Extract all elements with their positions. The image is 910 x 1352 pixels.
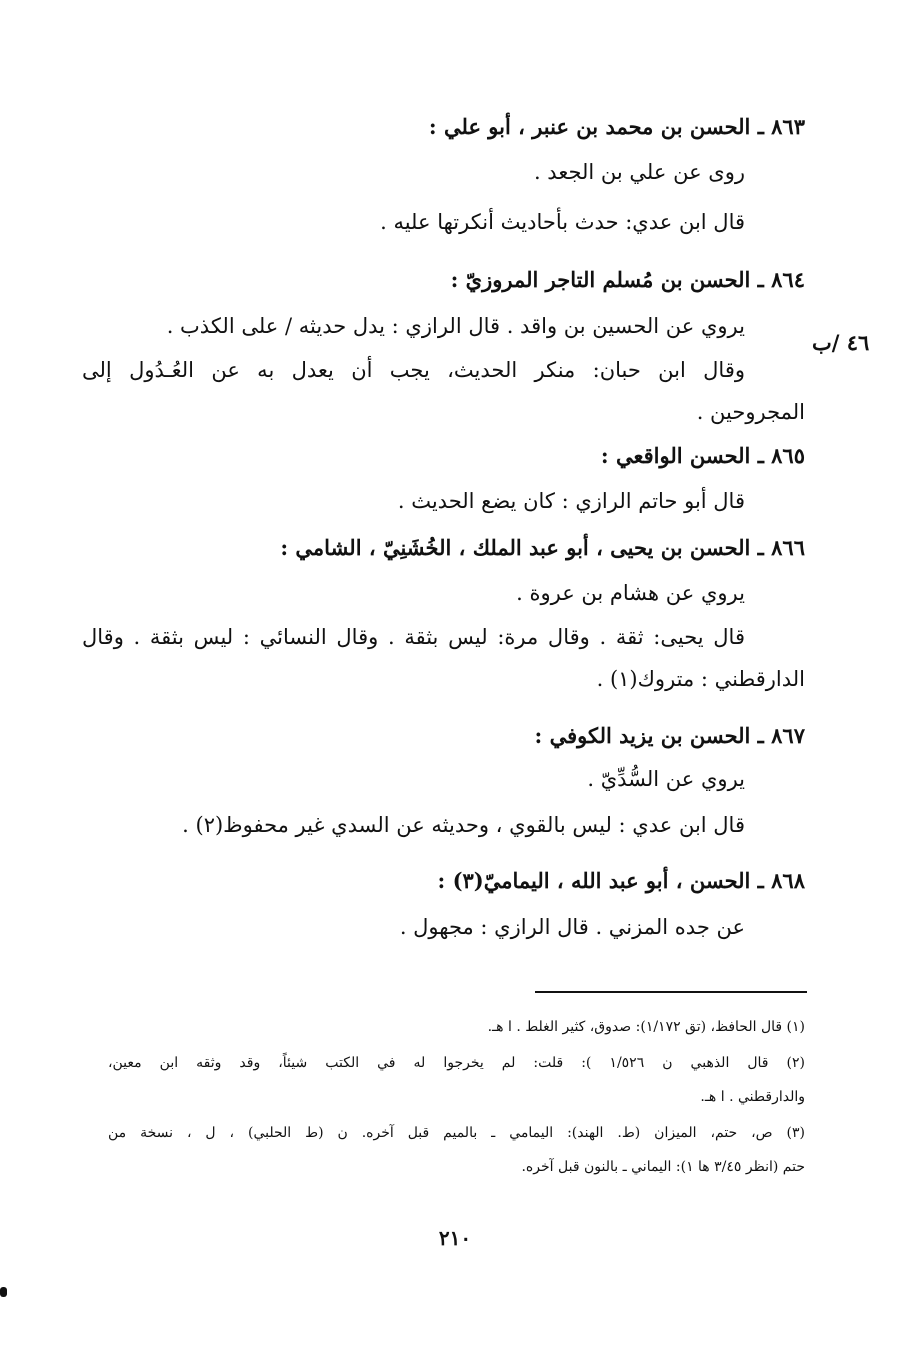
entry-heading-863: ٨٦٣ ـ الحسن بن محمد بن عنبر ، أبو علي : xyxy=(428,114,805,139)
footnote-separator xyxy=(535,991,807,993)
footnote-2: (٢) قال الذهبي ن ١/٥٢٦ ): قلت: لم يخرجوا له في الكتب شيئاً، وقد وثقه ابن معين، xyxy=(108,1055,805,1071)
entry-line: وقال ابن حبان: منكر الحديث، يجب أن يعدل به عن العُـدُول إلى xyxy=(82,358,745,382)
entry-heading-865: ٨٦٥ ـ الحسن الواقعي : xyxy=(600,443,805,468)
footnote-1: (١) قال الحافظ، (تق ١/١٧٢): صدوق، كثير الغلط . ا هـ. xyxy=(487,1019,805,1035)
entry-line: قال أبو حاتم الرازي : كان يضع الحديث . xyxy=(397,489,745,513)
entry-heading-866: ٨٦٦ ـ الحسن بن يحيى ، أبو عبد الملك ، الخُشَنِيّ ، الشامي : xyxy=(280,535,805,560)
entry-heading-867: ٨٦٧ ـ الحسن بن يزيد الكوفي : xyxy=(534,723,805,748)
entry-line: قال ابن عدي: حدث بأحاديث أنكرتها عليه . xyxy=(380,210,745,234)
entry-line: يروي عن هشام بن عروة . xyxy=(516,581,745,605)
footnote-3-cont: حتم (انظر ٣/٤٥ ها ١): اليماني ـ بالنون قبل آخره. xyxy=(521,1159,805,1175)
entry-line: المجروحين . xyxy=(696,400,805,424)
margin-folio-note: ٤٦ /ب xyxy=(812,330,870,355)
entry-line: يروي عن السُّدِّيّ . xyxy=(587,767,745,791)
entry-line: الدارقطني : متروك(١) . xyxy=(596,667,805,691)
entry-heading-864: ٨٦٤ ـ الحسن بن مُسلم التاجر المروزيّ : xyxy=(450,267,805,292)
entry-heading-868: ٨٦٨ ـ الحسن ، أبو عبد الله ، اليماميّ(٣) : xyxy=(437,868,805,893)
page-number: ٢١٠ xyxy=(438,1226,472,1250)
entry-line: روى عن علي بن الجعد . xyxy=(533,160,745,184)
scan-mark xyxy=(0,1287,7,1297)
entry-line: قال ابن عدي : ليس بالقوي ، وحديثه عن السدي غير محفوظ(٢) . xyxy=(182,813,745,837)
footnote-2-cont: والدارقطني . ا هـ. xyxy=(700,1089,805,1105)
entry-line: يروي عن الحسين بن واقد . قال الرازي : يدل حديثه / على الكذب . xyxy=(166,314,745,338)
entry-line: قال يحيى: ثقة . وقال مرة: ليس بثقة . وقال النسائي : ليس بثقة . وقال xyxy=(82,625,745,649)
footnote-3: (٣) ص، حتم، الميزان (ط. الهند): اليمامي ـ بالميم قبل آخره. ن (ط الحلبي) ، ل ، نسخة من xyxy=(108,1125,805,1141)
entry-line: عن جده المزني . قال الرازي : مجهول . xyxy=(399,915,745,939)
